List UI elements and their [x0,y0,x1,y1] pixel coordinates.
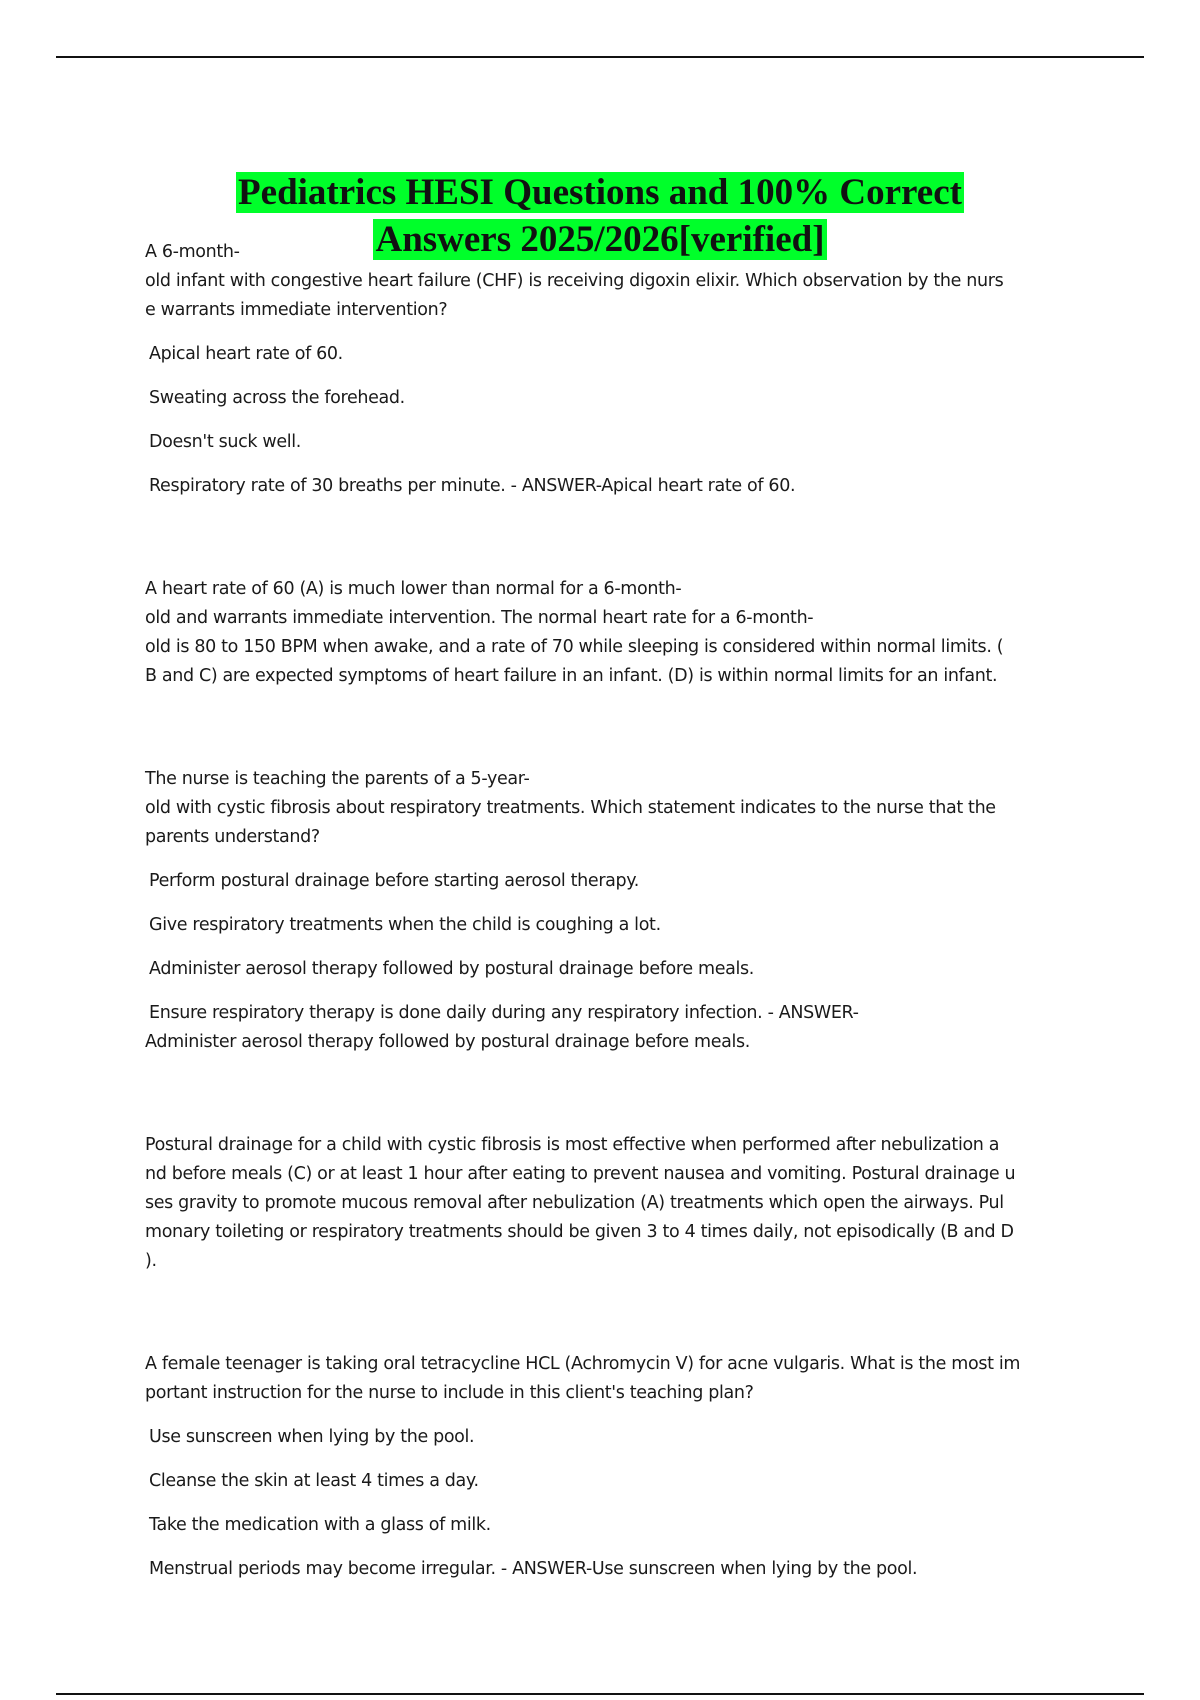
title-line-2: Answers 2025/2026[verified] [375,218,825,260]
question-2-stem: The nurse is teaching the parents of a 5-year- old with cystic fibrosis about respiratory treatments. Which statement indicates to the nurse that the parents understand? [145,769,996,847]
question-2-option-with-answer: Ensure respiratory therapy is done daily during any respiratory infection. - ANSWER- [149,1003,859,1023]
bottom-rule [56,1693,1144,1695]
title-line-1: Pediatrics HESI Questions and 100% Correct [238,171,962,213]
question-2-answer-continuation: Administer aerosol therapy followed by postural drainage before meals. [145,1032,750,1052]
question-3 [145,1350,1060,1584]
question-3-option: Take the medication with a glass of milk. [149,1515,491,1535]
document-body [145,238,1060,1584]
question-1 [145,238,1060,691]
question-1-option: Sweating across the forehead. [149,388,405,408]
question-1-option: Apical heart rate of 60. [149,344,343,364]
top-rule [56,56,1144,58]
question-3-option-with-answer: Menstrual periods may become irregular. - ANSWER-Use sunscreen when lying by the pool. [149,1559,918,1579]
question-2-option: Perform postural drainage before starting aerosol therapy. [149,871,640,891]
question-3-stem: A female teenager is taking oral tetracycline HCL (Achromycin V) for acne vulgaris. What is the most im portant instruction for the nurse to include in this client's teaching plan? [145,1354,1021,1403]
question-1-option-with-answer: Respiratory rate of 30 breaths per minute. - ANSWER-Apical heart rate of 60. [149,476,796,496]
question-1-option: Doesn't suck well. [149,432,301,452]
question-3-option: Use sunscreen when lying by the pool. [149,1427,475,1447]
question-1-rationale: A heart rate of 60 (A) is much lower than normal for a 6-month- old and warrants immediate intervention. The normal heart rate for a 6-month- old is 80 to 150 BPM when awake, and a rate of 70 while sleeping is considered within normal limits. ( B and C) are expected symptoms of heart failure in an infant. (D) is within normal limits for an infant. [145,579,1004,686]
question-3-option: Cleanse the skin at least 4 times a day. [149,1471,479,1491]
question-2-option: Give respiratory treatments when the child is coughing a lot. [149,915,661,935]
question-1-stem: A 6-month- old infant with congestive heart failure (CHF) is receiving digoxin elixir. Which observation by the nurs e warrants immediate intervention? [145,242,1004,320]
question-2-option: Administer aerosol therapy followed by postural drainage before meals. [149,959,754,979]
question-2 [145,765,1060,1276]
question-2-rationale: Postural drainage for a child with cystic fibrosis is most effective when performed after nebulization a nd before meals (C) or at least 1 hour after eating to prevent nausea and vomiting. Postural drainage u ses gravity to promote mucous removal after nebulization (A) treatments which open the airways. Pul monary toileting or respiratory treatments should be given 3 to 4 times daily, not episodically (B and D ). [145,1135,1016,1271]
